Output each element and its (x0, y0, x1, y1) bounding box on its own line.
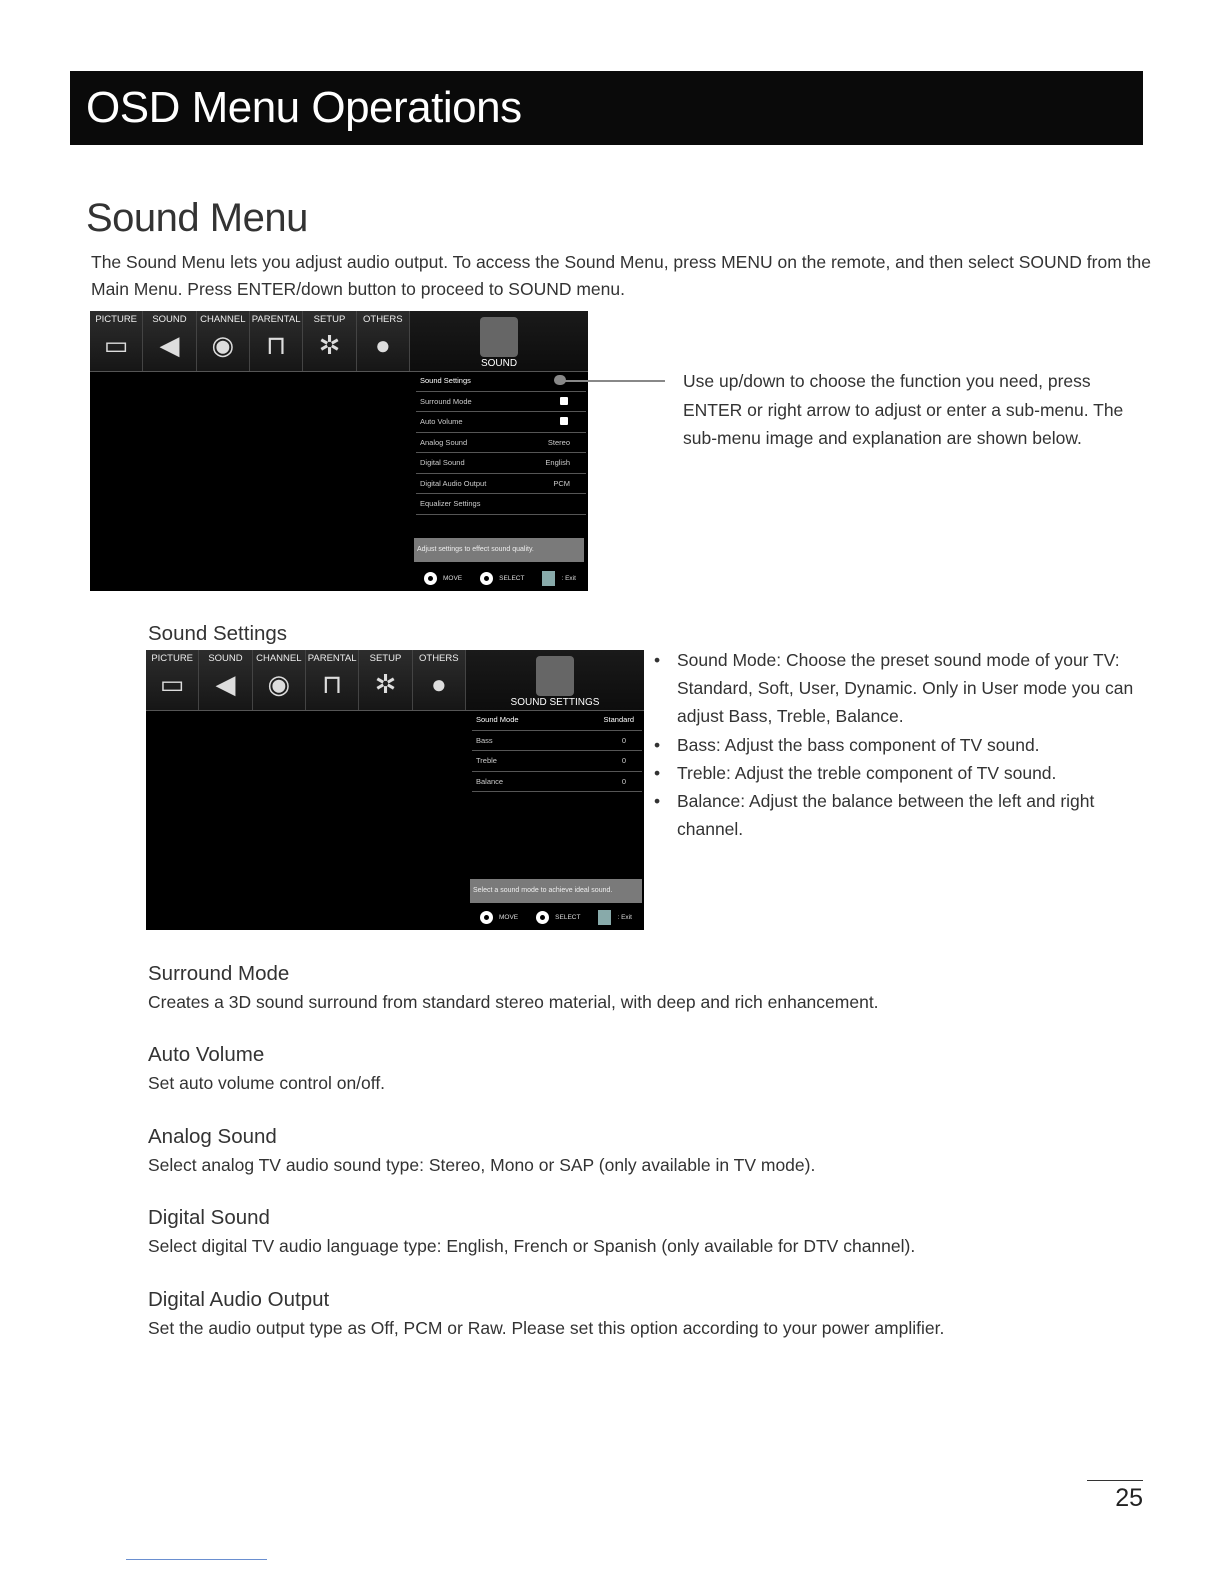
tab-picture (146, 650, 199, 710)
footer-line (126, 1559, 267, 1560)
tab-setup (303, 311, 356, 371)
tab-channel (253, 650, 306, 710)
gear-icon: ✲ (374, 669, 397, 699)
row-label: Treble (476, 756, 497, 765)
bullet-treble: • Treble: Adjust the treble component of TV sound. (654, 759, 1134, 787)
tv-icon: ▭ (103, 330, 129, 360)
row-label: Digital Sound (420, 458, 465, 467)
speaker-icon: ◀ (159, 330, 180, 360)
surround-mode-text: Creates a 3D sound surround from standard stereo material, with deep and rich enhancement. (148, 992, 879, 1012)
legend-select: SELECT (499, 575, 525, 582)
tab-label: SETUP (369, 653, 402, 664)
row-value: Standard (603, 715, 634, 724)
tab-sound (143, 311, 196, 371)
globe-icon: ● (374, 330, 391, 360)
tab-label: OTHERS (419, 653, 459, 664)
tab-label: PICTURE (151, 653, 194, 664)
tab-setup (359, 650, 412, 710)
move-button-icon (480, 911, 493, 924)
menu-header-strip (466, 650, 644, 710)
menu-row-balance (472, 772, 642, 793)
row-value: 0 (621, 776, 626, 786)
intro-paragraph: The Sound Menu lets you adjust audio output. To access the Sound Menu, press MENU on the remote, and then select SOUND from the Main Menu. Press ENTER/down button to proceed to SOUND menu. (91, 252, 1151, 299)
digital-audio-output-heading: Digital Audio Output (148, 1288, 330, 1311)
exit-button-icon (598, 910, 611, 925)
select-button-icon (480, 572, 493, 585)
row-value: 0 (621, 756, 626, 765)
tab-label: SETUP (313, 314, 346, 325)
tab-label: OTHERS (363, 314, 403, 325)
legend-move: MOVE (443, 575, 463, 582)
osd-tab-bar (90, 311, 410, 371)
tab-label: PARENTAL (307, 653, 357, 664)
menu-name: SOUND SETTINGS (510, 697, 600, 708)
tab-label: PICTURE (95, 314, 138, 325)
row-value: 0 (621, 735, 626, 745)
sound-settings-list (472, 710, 642, 792)
legend-exit: : Exit (561, 575, 576, 582)
bullet-balance: • Balance: Adjust the balance between the left and right channel. (654, 787, 1134, 843)
osd-tab-bar (146, 650, 466, 710)
satellite-icon: ◉ (267, 669, 291, 699)
tab-parental (250, 311, 303, 371)
sound-menu-icon (480, 317, 518, 357)
lock-icon: ⊓ (322, 669, 343, 699)
hint-bar: Select a sound mode to achieve ideal sound. (470, 879, 642, 903)
row-label: Surround Mode (420, 396, 472, 406)
row-value: Stereo (547, 437, 570, 447)
exit-button-icon (542, 571, 555, 586)
banner-title: OSD Menu Operations (86, 83, 522, 132)
sound-settings-icon (536, 656, 574, 696)
page-title: Sound Menu (86, 196, 308, 240)
sound-settings-screenshot (146, 650, 644, 930)
move-button-icon (424, 572, 437, 585)
tab-label: CHANNEL (200, 314, 246, 325)
menu-row-surround-mode (416, 392, 586, 413)
hint-bar: Adjust settings to effect sound quality. (414, 538, 584, 562)
button-legend (480, 910, 632, 925)
tab-picture (90, 311, 143, 371)
bullet-bass: • Bass: Adjust the bass component of TV sound. (654, 731, 1134, 759)
menu-row-sound-mode (472, 710, 642, 731)
row-value: English (545, 458, 570, 467)
tab-parental (306, 650, 359, 710)
surround-mode-heading: Surround Mode (148, 962, 290, 985)
analog-sound-heading: Analog Sound (148, 1125, 277, 1148)
row-label: Analog Sound (420, 437, 468, 447)
menu-row-analog-sound (416, 433, 586, 454)
checkbox-icon (560, 417, 568, 425)
row-label: Sound Settings (420, 376, 471, 385)
row-label: Balance (476, 776, 504, 786)
menu-header-strip (410, 311, 588, 371)
page-number: 25 (1087, 1480, 1143, 1513)
auto-volume-heading: Auto Volume (148, 1043, 265, 1066)
tab-label: SOUND (208, 653, 243, 664)
auto-volume-text: Set auto volume control on/off. (148, 1073, 386, 1093)
digital-sound-text: Select digital TV audio language type: English, French or Spanish (only available for DTV channel). (148, 1236, 916, 1256)
tab-others (413, 650, 466, 710)
row-label: Equalizer Settings (420, 499, 481, 508)
analog-sound-text: Select analog TV audio sound type: Stereo, Mono or SAP (only available in TV mode). (148, 1155, 816, 1175)
header-banner (70, 71, 1143, 145)
row-label: Auto Volume (420, 417, 463, 426)
globe-icon: ● (430, 669, 447, 699)
tab-sound (199, 650, 252, 710)
speaker-icon: ◀ (215, 669, 236, 699)
tab-channel (197, 311, 250, 371)
row-label: Sound Mode (476, 715, 519, 724)
checkbox-icon (560, 397, 568, 405)
tab-label: CHANNEL (256, 653, 302, 664)
legend-move: MOVE (499, 914, 519, 921)
tab-label: PARENTAL (251, 314, 301, 325)
menu-row-digital-audio-output (416, 474, 586, 495)
menu-row-treble (472, 751, 642, 772)
tv-icon: ▭ (159, 669, 185, 699)
gear-icon: ✲ (318, 330, 341, 360)
legend-select: SELECT (555, 914, 581, 921)
tab-others (357, 311, 410, 371)
row-value: PCM (553, 478, 570, 488)
menu-row-digital-sound (416, 453, 586, 474)
select-button-icon (536, 911, 549, 924)
sound-menu-screenshot (90, 311, 588, 591)
bullet-sound-mode: • Sound Mode: Choose the preset sound mode of your TV: Standard, Soft, User, Dynamic. Only in User mode you can adjust Bass, Treble, Balance. (654, 646, 1134, 731)
satellite-icon: ◉ (211, 330, 235, 360)
digital-sound-heading: Digital Sound (148, 1206, 270, 1229)
legend-exit: : Exit (617, 914, 632, 921)
callout-text: Use up/down to choose the function you need, press ENTER or right arrow to adjust or enter a sub-menu. The sub-menu image and explanation are shown below. (683, 371, 1124, 448)
tab-label: SOUND (152, 314, 187, 325)
menu-row-equalizer-settings (416, 494, 586, 515)
button-legend (424, 571, 576, 586)
sound-menu-list (416, 371, 586, 515)
row-label: Bass (476, 735, 493, 745)
menu-row-bass (472, 731, 642, 752)
digital-audio-output-text: Set the audio output type as Off, PCM or Raw. Please set this option according to your power amplifier. (148, 1318, 945, 1338)
menu-row-auto-volume (416, 412, 586, 433)
lock-icon: ⊓ (266, 330, 287, 360)
sound-settings-bullets (654, 646, 1134, 843)
menu-name: SOUND (480, 358, 518, 369)
sound-settings-heading: Sound Settings (148, 622, 288, 645)
row-label: Digital Audio Output (420, 478, 487, 488)
callout-line (560, 380, 665, 382)
